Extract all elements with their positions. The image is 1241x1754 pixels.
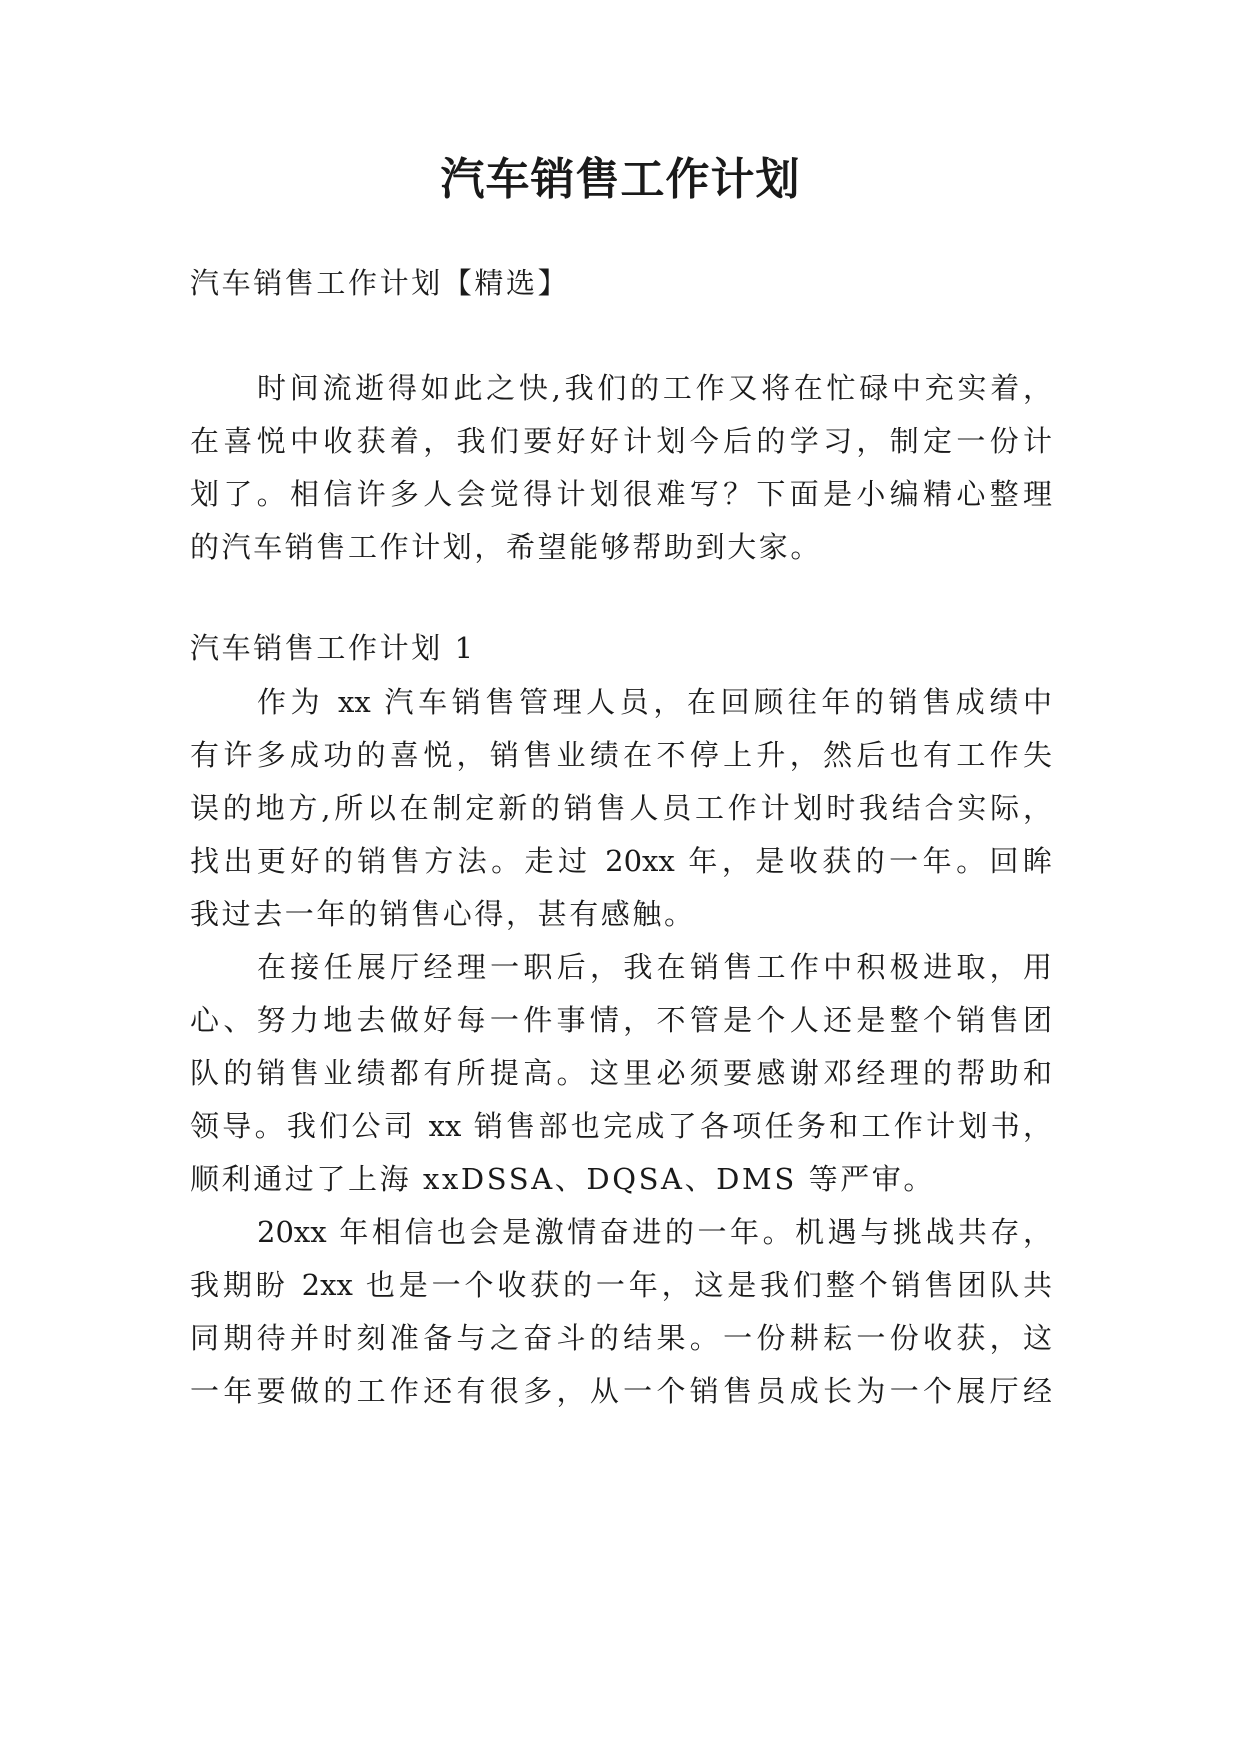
paragraph-line: 找出更好的销售方法。走过 20xx 年，是收获的一年。回眸: [190, 844, 1052, 878]
intro-line: 划了。相信许多人会觉得计划很难写？下面是小编精心整理: [190, 477, 1052, 511]
paragraph-line: 在接任展厅经理一职后，我在销售工作中积极进取，用: [257, 950, 1052, 984]
paragraph-line: 我期盼 2xx 也是一个收获的一年，这是我们整个销售团队共: [190, 1268, 1052, 1302]
intro-line: 时间流逝得如此之快,我们的工作又将在忙碌中充实着，: [257, 371, 1052, 405]
paragraph-line: 误的地方,所以在制定新的销售人员工作计划时我结合实际，: [190, 791, 1052, 825]
document-subtitle: 汽车销售工作计划【精选】: [190, 266, 570, 300]
intro-line: 在喜悦中收获着，我们要好好计划今后的学习，制定一份计: [190, 424, 1052, 458]
paragraph-line: 20xx 年相信也会是激情奋进的一年。机遇与挑战共存，: [257, 1215, 1052, 1249]
intro-line: 的汽车销售工作计划，希望能够帮助到大家。: [190, 530, 823, 564]
paragraph-line: 队的销售业绩都有所提高。这里必须要感谢邓经理的帮助和: [190, 1056, 1052, 1090]
paragraph-line: 一年要做的工作还有很多，从一个销售员成长为一个展厅经: [190, 1374, 1052, 1408]
document-title: 汽车销售工作计划: [440, 154, 801, 205]
paragraph-line: 心、努力地去做好每一件事情，不管是个人还是整个销售团: [190, 1003, 1052, 1037]
paragraph-line: 领导。我们公司 xx 销售部也完成了各项任务和工作计划书，: [190, 1109, 1052, 1143]
paragraph-line: 我过去一年的销售心得，甚有感触。: [190, 897, 696, 931]
paragraph-line: 有许多成功的喜悦，销售业绩在不停上升，然后也有工作失: [190, 738, 1052, 772]
paragraph-line: 作为 xx 汽车销售管理人员，在回顾往年的销售成绩中: [257, 685, 1052, 719]
section-heading: 汽车销售工作计划 1: [190, 631, 476, 665]
paragraph-line: 顺利通过了上海 xxDSSA、DQSA、DMS 等严审。: [190, 1162, 936, 1196]
paragraph-line: 同期待并时刻准备与之奋斗的结果。一份耕耘一份收获，这: [190, 1321, 1052, 1355]
